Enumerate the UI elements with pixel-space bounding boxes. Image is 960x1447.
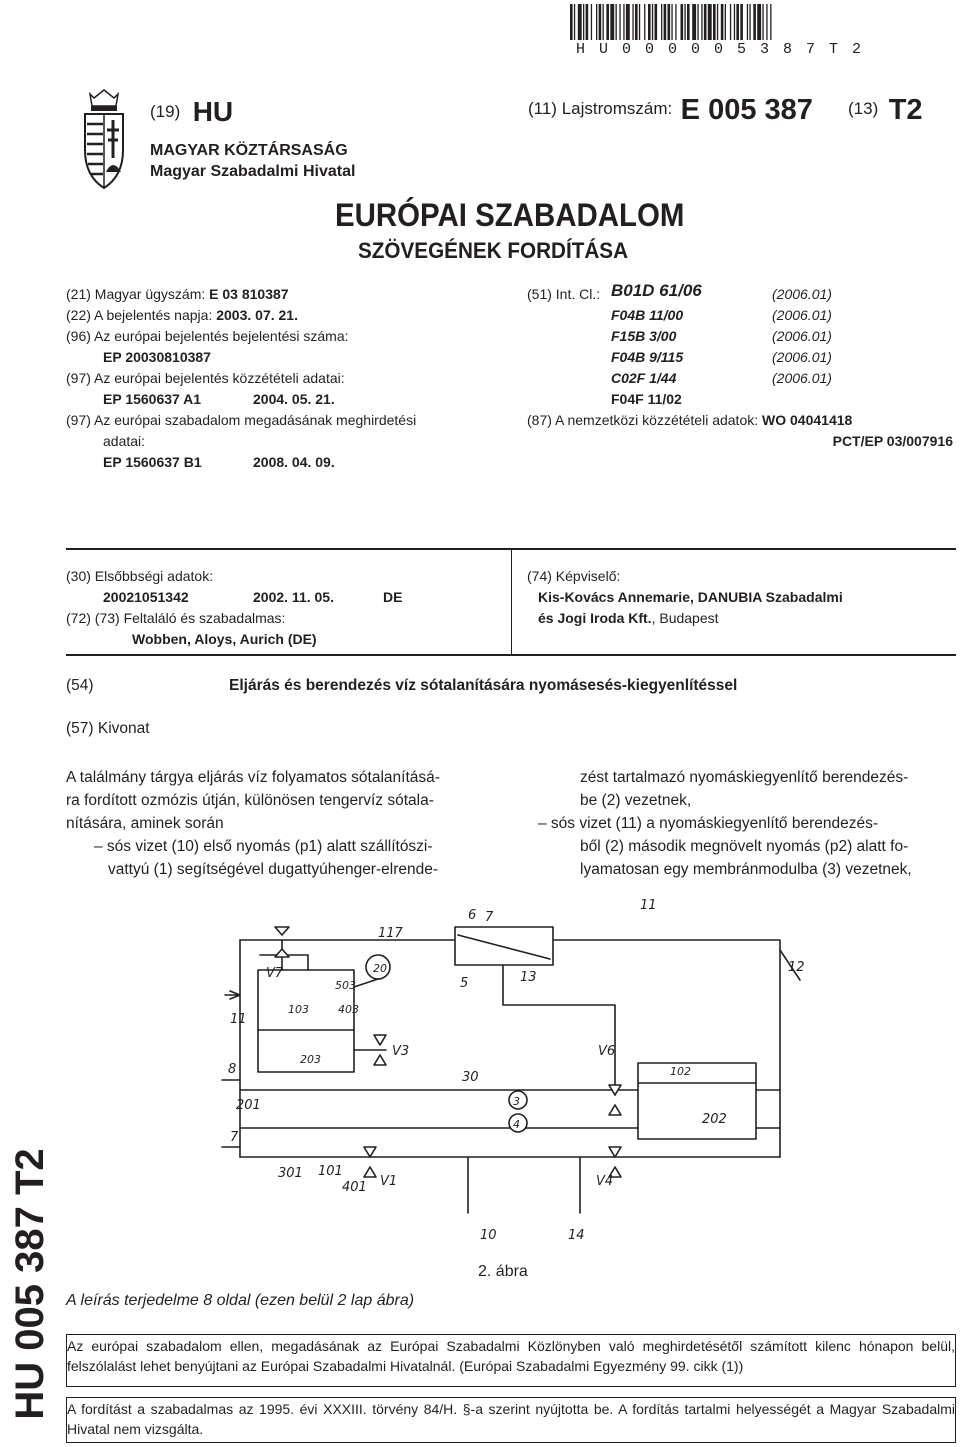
priority-date: 2002. 11. 05. xyxy=(253,589,334,605)
representative-line2-bold: és Jogi Iroda Kft. xyxy=(538,610,652,626)
barcode-bar xyxy=(766,4,767,40)
label-202: 202 xyxy=(702,1112,727,1127)
barcode-bar xyxy=(635,4,638,40)
intl-pub-label: (87) A nemzetközi közzétételi adatok: xyxy=(527,412,759,428)
barcode-bar xyxy=(697,4,698,40)
barcode-bar xyxy=(619,4,620,40)
ep-pub-date: 2004. 05. 21. xyxy=(253,391,335,407)
figure-caption: 2. ábra xyxy=(478,1263,528,1280)
label-10: 10 xyxy=(480,1228,497,1243)
label-14: 14 xyxy=(568,1228,585,1243)
doc-title-line2: SZÖVEGÉNEK FORDÍTÁSA xyxy=(358,238,629,263)
abstract-col1-line: A találmány tárgya eljárás víz folyamatos sótalanításá- xyxy=(66,769,440,786)
abstract-col2-line: – sós vizet (11) a nyomáskiegyenlítő berendezés- xyxy=(538,815,879,832)
barcode-bar xyxy=(626,4,630,40)
barcode-bar xyxy=(603,4,604,40)
registry-label: (11) Lajstromszám: xyxy=(528,99,673,118)
barcode-bar xyxy=(570,4,573,40)
divider-bottom xyxy=(66,654,956,656)
label-v4: V4 xyxy=(596,1174,614,1189)
priority-country: DE xyxy=(383,589,403,605)
representative-label: (74) Képviselő: xyxy=(527,568,621,584)
barcode-bar xyxy=(586,4,589,40)
notice-2-text: A fordítást a szabadalmas az 1995. évi XXXIII. törvény 84/H. §-a szerint nyújtotta be. A fordítás tartalmi helyességét a Magyar Szabadalmi Hivatal nem vizsgálta. xyxy=(67,1401,955,1437)
representative-block xyxy=(527,566,957,629)
barcode-bar xyxy=(681,4,684,40)
barcode-bar xyxy=(610,4,614,40)
ipc-code-1: F04B 11/00 xyxy=(611,307,684,323)
barcode-bar xyxy=(753,4,756,40)
module-box xyxy=(455,927,553,965)
abstract-col1-line: ra fordított ozmózis útján, különösen tengervíz sótala- xyxy=(66,792,434,809)
ipc-code-0: B01D 61/06 xyxy=(611,281,702,300)
barcode-bar xyxy=(606,4,609,40)
abstract-col1-line: – sós vizet (10) első nyomás (p1) alatt szállítószi- xyxy=(94,838,433,855)
ep-app-value: EP 20030810387 xyxy=(103,349,211,365)
abstract-col2-line: zést tartalmazó nyomáskiegyenlítő berendezés- xyxy=(580,769,909,786)
barcode-bar xyxy=(671,4,672,40)
barcode-bars xyxy=(570,4,942,40)
label-v6: V6 xyxy=(598,1044,616,1059)
label-12: 12 xyxy=(788,960,805,975)
registry-line xyxy=(528,94,813,127)
barcode-bar xyxy=(725,4,726,40)
label-11-top: 11 xyxy=(640,898,657,913)
priority-label: (30) Elsőbbségi adatok: xyxy=(66,568,214,584)
barcode-bar xyxy=(740,4,743,40)
ipc-label: (51) Int. Cl.: xyxy=(527,286,601,302)
barcode-bar xyxy=(757,4,761,40)
label-117: 117 xyxy=(378,926,403,941)
barcode-bar xyxy=(762,4,763,40)
label-6: 6 xyxy=(468,908,477,923)
barcode-bar xyxy=(713,4,716,40)
ipc-extra: F04F 11/02 xyxy=(611,391,682,407)
biblio-right xyxy=(527,281,957,452)
priority-block xyxy=(66,566,506,650)
ep-pub-number: EP 1560637 A1 xyxy=(103,391,202,407)
cylinder-202 xyxy=(638,1063,756,1139)
representative-line1: Kis-Kovács Annemarie, DANUBIA Szabadalmi xyxy=(538,589,843,605)
ep-grant-label-2: adatai: xyxy=(103,433,146,449)
label-301: 301 xyxy=(278,1166,303,1181)
title54-label: (54) xyxy=(66,677,94,694)
country-name: MAGYAR KÖZTÁRSASÁG xyxy=(150,142,348,159)
label-7-left: 7 xyxy=(230,1130,239,1145)
barcode-bar xyxy=(717,4,718,40)
barcode-bar xyxy=(708,4,712,40)
country-code-label: (19) xyxy=(150,102,181,121)
barcode-bar xyxy=(684,4,685,40)
ipc-version-0: (2006.01) xyxy=(772,286,832,302)
doc-title-line1: EURÓPAI SZABADALOM xyxy=(335,197,685,233)
kind-line xyxy=(848,94,923,127)
side-label: HU 005 387 T2 xyxy=(8,1148,52,1420)
barcode-bar xyxy=(704,4,707,40)
abstract-col1-line: nítására, aminek során xyxy=(66,815,224,832)
label-401: 401 xyxy=(342,1180,367,1195)
label-203: 203 xyxy=(300,1053,321,1066)
ep-pub-label: (97) Az európai bejelentés közzétételi adatai: xyxy=(66,370,345,386)
label-4: 4 xyxy=(513,1118,520,1131)
barcode-bar xyxy=(632,4,633,40)
kind-label: (13) xyxy=(848,99,879,118)
barcode-bar xyxy=(596,4,597,40)
figure-schematic xyxy=(200,895,820,1255)
notice-1-text: Az európai szabadalom ellen, megadásának az Európai Szabadalmi Közlönyben való meghirdetésétől számított kilenc hónapon belül, felszólalást lehet benyújtani az Európai Szabadalmi Hivatalnál. (Európai Szabadalmi Egyezmény 99. cikk (1)) xyxy=(67,1338,955,1374)
country-code-line xyxy=(150,96,233,128)
label-102: 102 xyxy=(670,1065,691,1078)
label-503: 503 xyxy=(335,979,356,992)
kind-code: T2 xyxy=(888,94,923,126)
barcode-bar xyxy=(687,4,690,40)
ep-grant-label-1: (97) Az európai szabadalom megadásának meghirdetési xyxy=(66,412,417,428)
barcode-text: H U 0 0 0 0 0 5 3 8 7 T 2 xyxy=(576,41,864,58)
coat-of-arms-logo xyxy=(80,88,128,192)
barcode-bar xyxy=(583,4,584,40)
notice-box-2 xyxy=(66,1397,956,1443)
notice-box-1 xyxy=(66,1334,956,1387)
filing-value: 2003. 07. 21. xyxy=(216,307,298,323)
ep-app-label: (96) Az európai bejelentés bejelentési száma: xyxy=(66,328,349,344)
abstract-col2 xyxy=(538,767,958,882)
label-13: 13 xyxy=(520,970,537,985)
case-value: E 03 810387 xyxy=(209,286,289,302)
label-30: 30 xyxy=(462,1070,479,1085)
barcode-bar xyxy=(730,4,731,40)
registry-number: E 005 387 xyxy=(680,94,813,126)
label-103: 103 xyxy=(288,1003,309,1016)
barcode-bar xyxy=(747,4,748,40)
page-note: A leírás terjedelme 8 oldal (ezen belül 2 lap ábra) xyxy=(66,1292,415,1309)
divider-vertical xyxy=(511,549,512,654)
abstract-col1-line: vattyú (1) segítségével dugattyúhenger-elrende- xyxy=(108,861,439,878)
ipc-version-4: (2006.01) xyxy=(772,370,832,386)
barcode-bar xyxy=(578,4,582,40)
barcode-bar xyxy=(692,4,696,40)
intl-pub-pct: PCT/EP 03/007916 xyxy=(832,433,953,449)
case-label: (21) Magyar ügyszám: xyxy=(66,286,206,302)
label-3: 3 xyxy=(513,1095,520,1108)
barcode-bar xyxy=(655,4,658,40)
intl-pub-wo: WO 04041418 xyxy=(762,412,853,428)
label-403: 403 xyxy=(338,1003,359,1016)
label-20: 20 xyxy=(373,962,387,975)
barcode-bar xyxy=(648,4,651,40)
label-11-left: 11 xyxy=(230,1012,247,1027)
barcode-bar xyxy=(721,4,724,40)
ep-grant-date: 2008. 04. 09. xyxy=(253,454,335,470)
label-7-top: 7 xyxy=(485,910,494,925)
ipc-version-3: (2006.01) xyxy=(772,349,832,365)
barcode-bar xyxy=(639,4,640,40)
barcode-bar xyxy=(616,4,617,40)
barcode-bar xyxy=(668,4,671,40)
barcode-bar xyxy=(734,4,735,40)
barcode-bar xyxy=(644,4,645,40)
label-v3: V3 xyxy=(392,1044,410,1059)
barcode-bar xyxy=(599,4,602,40)
barcode-bar xyxy=(591,4,592,40)
priority-number: 20021051342 xyxy=(103,589,189,605)
barcode-bar xyxy=(661,4,662,40)
abstract-col1 xyxy=(66,767,491,882)
biblio-left xyxy=(66,284,506,473)
label-201: 201 xyxy=(236,1098,261,1113)
abstract-label: (57) Kivonat xyxy=(66,720,150,737)
barcode-bar xyxy=(652,4,653,40)
ipc-code-4: C02F 1/44 xyxy=(611,370,677,386)
label-101: 101 xyxy=(318,1164,343,1179)
barcode-bar xyxy=(574,4,575,40)
barcode-bar xyxy=(623,4,624,40)
office-name: Magyar Szabadalmi Hivatal xyxy=(150,163,356,180)
barcode-bar xyxy=(736,4,739,40)
ipc-code-2: F15B 3/00 xyxy=(611,328,677,344)
barcode-bar xyxy=(675,4,676,40)
ep-grant-number: EP 1560637 B1 xyxy=(103,454,202,470)
barcode-bar xyxy=(664,4,667,40)
representative-line2-rest: , Budapest xyxy=(651,610,719,626)
label-v7: V7 xyxy=(266,966,284,981)
filing-label: (22) A bejelentés napja: xyxy=(66,307,213,323)
barcode-bar xyxy=(749,4,750,40)
abstract-col2-line: ből (2) második megnövelt nyomás (p2) alatt fo- xyxy=(580,838,909,855)
ipc-version-1: (2006.01) xyxy=(772,307,832,323)
barcode xyxy=(570,4,942,40)
barcode-bar xyxy=(770,4,771,40)
ipc-code-3: F04B 9/115 xyxy=(611,349,684,365)
abstract-col2-line: be (2) vezetnek, xyxy=(580,792,692,809)
country-code: HU xyxy=(192,96,234,127)
title54-text: Eljárás és berendezés víz sótalanítására nyomásesés-kiegyenlítéssel xyxy=(229,677,738,694)
barcode-bar xyxy=(701,4,702,40)
abstract-col2-line: lyamatosan egy membránmodulba (3) vezetnek, xyxy=(580,861,912,878)
ipc-version-2: (2006.01) xyxy=(772,328,832,344)
inventor-label: (72) (73) Feltaláló és szabadalmas: xyxy=(66,610,286,626)
inventor-value: Wobben, Aloys, Aurich (DE) xyxy=(132,631,317,647)
label-v1: V1 xyxy=(380,1174,398,1189)
label-5: 5 xyxy=(460,976,469,991)
label-8: 8 xyxy=(228,1062,237,1077)
